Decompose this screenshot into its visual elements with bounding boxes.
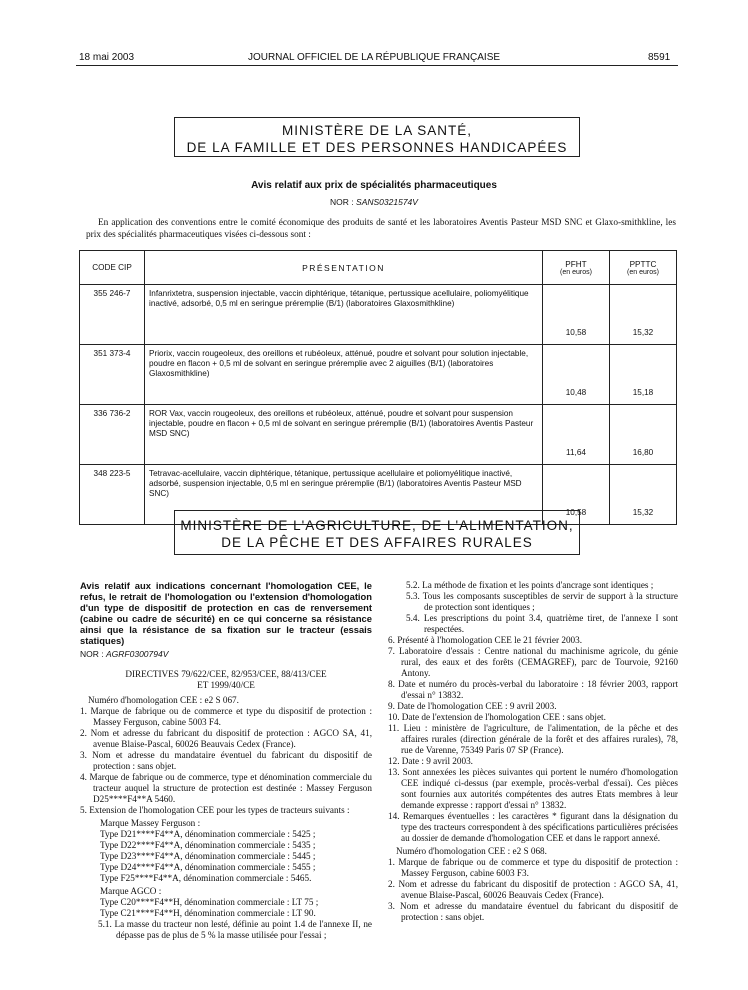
price-table-header — [80, 251, 677, 285]
cell-code: 355 246-7 — [80, 285, 145, 345]
table-row — [80, 405, 677, 465]
cell-ppttc: 16,80 — [610, 405, 677, 465]
list-item: 12. Date : 9 avril 2003. — [388, 756, 473, 766]
list-item: 11. Lieu : ministère de l'agriculture, de l'alimentation, de la pêche et des affaires rurales (direction générale de la forêt et des affaires rurales), 78, rue de Varenne, 75349 Paris 07 SP (France). — [388, 723, 678, 755]
nor-code: SANS0321574V — [356, 197, 418, 207]
list-item: Type F25****F4**A, dénomination commerciale : 5465. — [100, 873, 312, 883]
col-presentation: PRÉSENTATION — [145, 251, 543, 285]
cell-pfht: 11,64 — [543, 405, 610, 465]
cell-pfht: 10,48 — [543, 345, 610, 405]
list-item: 5.2. La méthode de fixation et les points d'ancrage sont identiques ; — [406, 580, 654, 590]
cell-pfht: 10,58 — [543, 465, 610, 525]
list-item: 1. Marque de fabrique ou de commerce et type du dispositif de protection : Massey Ferguson, cabine 6003 F3. — [388, 857, 678, 878]
notice-title-prix: Avis relatif aux prix de spécialités pharmaceutiques — [251, 180, 497, 191]
table-row — [80, 345, 677, 405]
notice-title-homologation: Avis relatif aux indications concernant l'homologation CEE, le refus, le retrait de l'homologation ou l'extension d'homologation d'un type de dispositif de protection en cas de renversement (cabine ou cadre de sécurité) en ce qui concerne sa résistance ainsi que la résistance de sa fixation sur le tracteur (essais statiques) — [80, 580, 372, 646]
header-rule — [76, 65, 678, 66]
list-item: 5.1. La masse du tracteur non lesté, définie au point 1.4 de l'annexe II, ne dépasse pas de plus de 5 % la masse utilisée pour l'essai ; — [98, 919, 372, 940]
ministry-line-2: DE LA PÊCHE ET DES AFFAIRES RURALES — [221, 535, 533, 550]
col-ppttc: PPTTC (en euros) — [610, 251, 677, 285]
list-item: 14. Remarques éventuelles : les caractères * figurant dans la désignation du type des tracteurs correspondent à des spécifications particulières précisées au dossier de demande d'homologation CEE et dans le rapport annexé. — [388, 811, 678, 843]
header-journal: JOURNAL OFFICIEL DE LA RÉPUBLIQUE FRANÇAISE — [247, 52, 501, 63]
list-item: 1. Marque de fabrique ou de commerce et type du dispositif de protection : Massey Ferguson, cabine 5003 F4. — [80, 706, 372, 727]
list-item: 9. Date de l'homologation CEE : 9 avril 2003. — [388, 701, 557, 711]
list-item: 5. Extension de l'homologation CEE pour les types de tracteurs suivants : — [80, 805, 350, 815]
cell-code: 348 223-5 — [80, 465, 145, 525]
header-page-number: 8591 — [648, 52, 671, 63]
directives-line-2: ET 1999/40/CE — [197, 680, 255, 690]
list-item: 5.3. Tous les composants susceptibles de servir de support à la structure de protection sont identiques ; — [406, 591, 678, 612]
homologation-number: Numéro d'homologation CEE : e2 S 067. — [88, 695, 239, 705]
ministry-line-2: DE LA FAMILLE ET DES PERSONNES HANDICAPÉES — [186, 140, 568, 155]
cell-presentation: ROR Vax, vaccin rougeoleux, des oreillons et rubéoleux, atténué, poudre et solvant pour suspension injectable, poudre en flacon + 0,5 ml de solvant en seringue préremplie (B/1) (laboratoires Aventis Pasteur MSD SNC) — [145, 405, 543, 465]
notice-nor — [0, 197, 748, 207]
list-item: 2. Nom et adresse du fabricant du dispositif de protection : AGCO SA, 41, avenue Blaise-Pascal, 60026 Beauvais Cedex (France). — [80, 728, 372, 749]
notice-nor: NOR : AGRF0300794V — [80, 649, 169, 659]
notice-intro: En application des conventions entre le comité économique des produits de santé et les laboratoires Aventis Pasteur MSD SNC et Glaxo-smithkline, les prix des spécialités pharmaceutiques visées ci-dessous sont : — [86, 218, 676, 240]
table-row — [80, 285, 677, 345]
list-item: Type D24****F4**A, dénomination commerciale : 5455 ; — [100, 862, 316, 872]
list-item: 7. Laboratoire d'essais : Centre national du machinisme agricole, du génie rural, des eaux et des forêts (CEMAGREF), parc de Tourvoie, 92160 Antony. — [388, 646, 678, 678]
cell-code: 336 736-2 — [80, 405, 145, 465]
list-item: Type C20****F4**H, dénomination commerciale : LT 75 ; — [100, 897, 319, 907]
list-item: 3. Nom et adresse du mandataire éventuel du fabricant du dispositif de protection : sans objet. — [388, 901, 678, 922]
cell-presentation: Infanrixtetra, suspension injectable, vaccin diphtérique, tétanique, pertussique acellulaire, poliomyélitique inactivé, adsorbé, 0,5 ml en seringue préremplie (B/1) (laboratoires Glaxosmithkline) — [145, 285, 543, 345]
nor-code: AGRF0300794V — [106, 649, 169, 659]
col-pfht: PFHT (en euros) — [543, 251, 610, 285]
list-item: Type C21****F4**H, dénomination commerciale : LT 90. — [100, 908, 316, 918]
left-column — [80, 580, 372, 941]
list-item: 3. Nom et adresse du mandataire éventuel du fabricant du dispositif de protection : sans objet. — [80, 750, 372, 771]
list-item: 8. Date et numéro du procès-verbal du laboratoire : 18 février 2003, rapport d'essai n° 13832. — [388, 679, 678, 700]
list-item: Type D23****F4**A, dénomination commerciale : 5445 ; — [100, 851, 316, 861]
cell-ppttc: 15,32 — [610, 285, 677, 345]
right-column — [388, 580, 678, 923]
cell-code: 351 373-4 — [80, 345, 145, 405]
brand-label: Marque AGCO : — [100, 886, 162, 896]
cell-presentation: Tetravac-acellulaire, vaccin diphtérique, tétanique, pertussique acellulaire et poliomyélitique inactivé, adsorbé, suspension injectable, 0,5 ml en seringue préremplie (B/1) (laboratoires Aventis Pasteur MSD SNC) — [145, 465, 543, 525]
list-item: 4. Marque de fabrique ou de commerce, type et dénomination commerciale du tracteur auquel la structure de protection est destinée : Massey Ferguson D25****F4**A 5460. — [80, 772, 372, 804]
list-item: 13. Sont annexées les pièces suivantes qui portent le numéro d'homologation CEE indiqué ci-dessus (par exemple, procès-verbal d'essai). Ces pièces sont fournies aux autorités compétentes des autres Etats membres à leur demande expresse : rapport d'essai n° 13832. — [388, 767, 678, 810]
list-item: 2. Nom et adresse du fabricant du dispositif de protection : AGCO SA, 41, avenue Blaise-Pascal, 60026 Beauvais Cedex (France). — [388, 879, 678, 900]
list-item: Type D22****F4**A, dénomination commerciale : 5435 ; — [100, 840, 316, 850]
list-item: Type D21****F4**A, dénomination commerciale : 5425 ; — [100, 829, 316, 839]
ministry-banner-agriculture — [174, 510, 580, 555]
price-table — [79, 250, 677, 525]
list-item: 6. Présenté à l'homologation CEE le 21 février 2003. — [388, 635, 583, 645]
cell-ppttc: 15,32 — [610, 465, 677, 525]
nor-label: NOR : — [330, 197, 354, 207]
col-code-cip: CODE CIP — [80, 251, 145, 285]
list-item: 10. Date de l'extension de l'homologation CEE : sans objet. — [388, 712, 606, 722]
cell-pfht: 10,58 — [543, 285, 610, 345]
header-date: 18 mai 2003 — [79, 52, 135, 63]
list-item: 5.4. Les prescriptions du point 3.4, quatrième tiret, de l'annexe I sont respectées. — [406, 613, 678, 634]
ministry-line-1: MINISTÈRE DE L'AGRICULTURE, DE L'ALIMENTATION, — [180, 518, 574, 533]
cell-ppttc: 15,18 — [610, 345, 677, 405]
ministry-line-1: MINISTÈRE DE LA SANTÉ, — [281, 123, 473, 138]
directives-line-1: DIRECTIVES 79/622/CEE, 82/953/CEE, 88/413/CEE — [125, 669, 327, 679]
homologation-number: Numéro d'homologation CEE : e2 S 068. — [396, 846, 547, 856]
ministry-banner-sante — [174, 117, 580, 157]
brand-label: Marque Massey Ferguson : — [100, 818, 201, 828]
cell-presentation: Priorix, vaccin rougeoleux, des oreillons et rubéoleux, atténué, poudre et solvant pour solution injectable, poudre en flacon + 0,5 ml de solvant en seringue préremplie avec 2 aiguilles (B/1) (laboratoires Glaxosmithkline) — [145, 345, 543, 405]
